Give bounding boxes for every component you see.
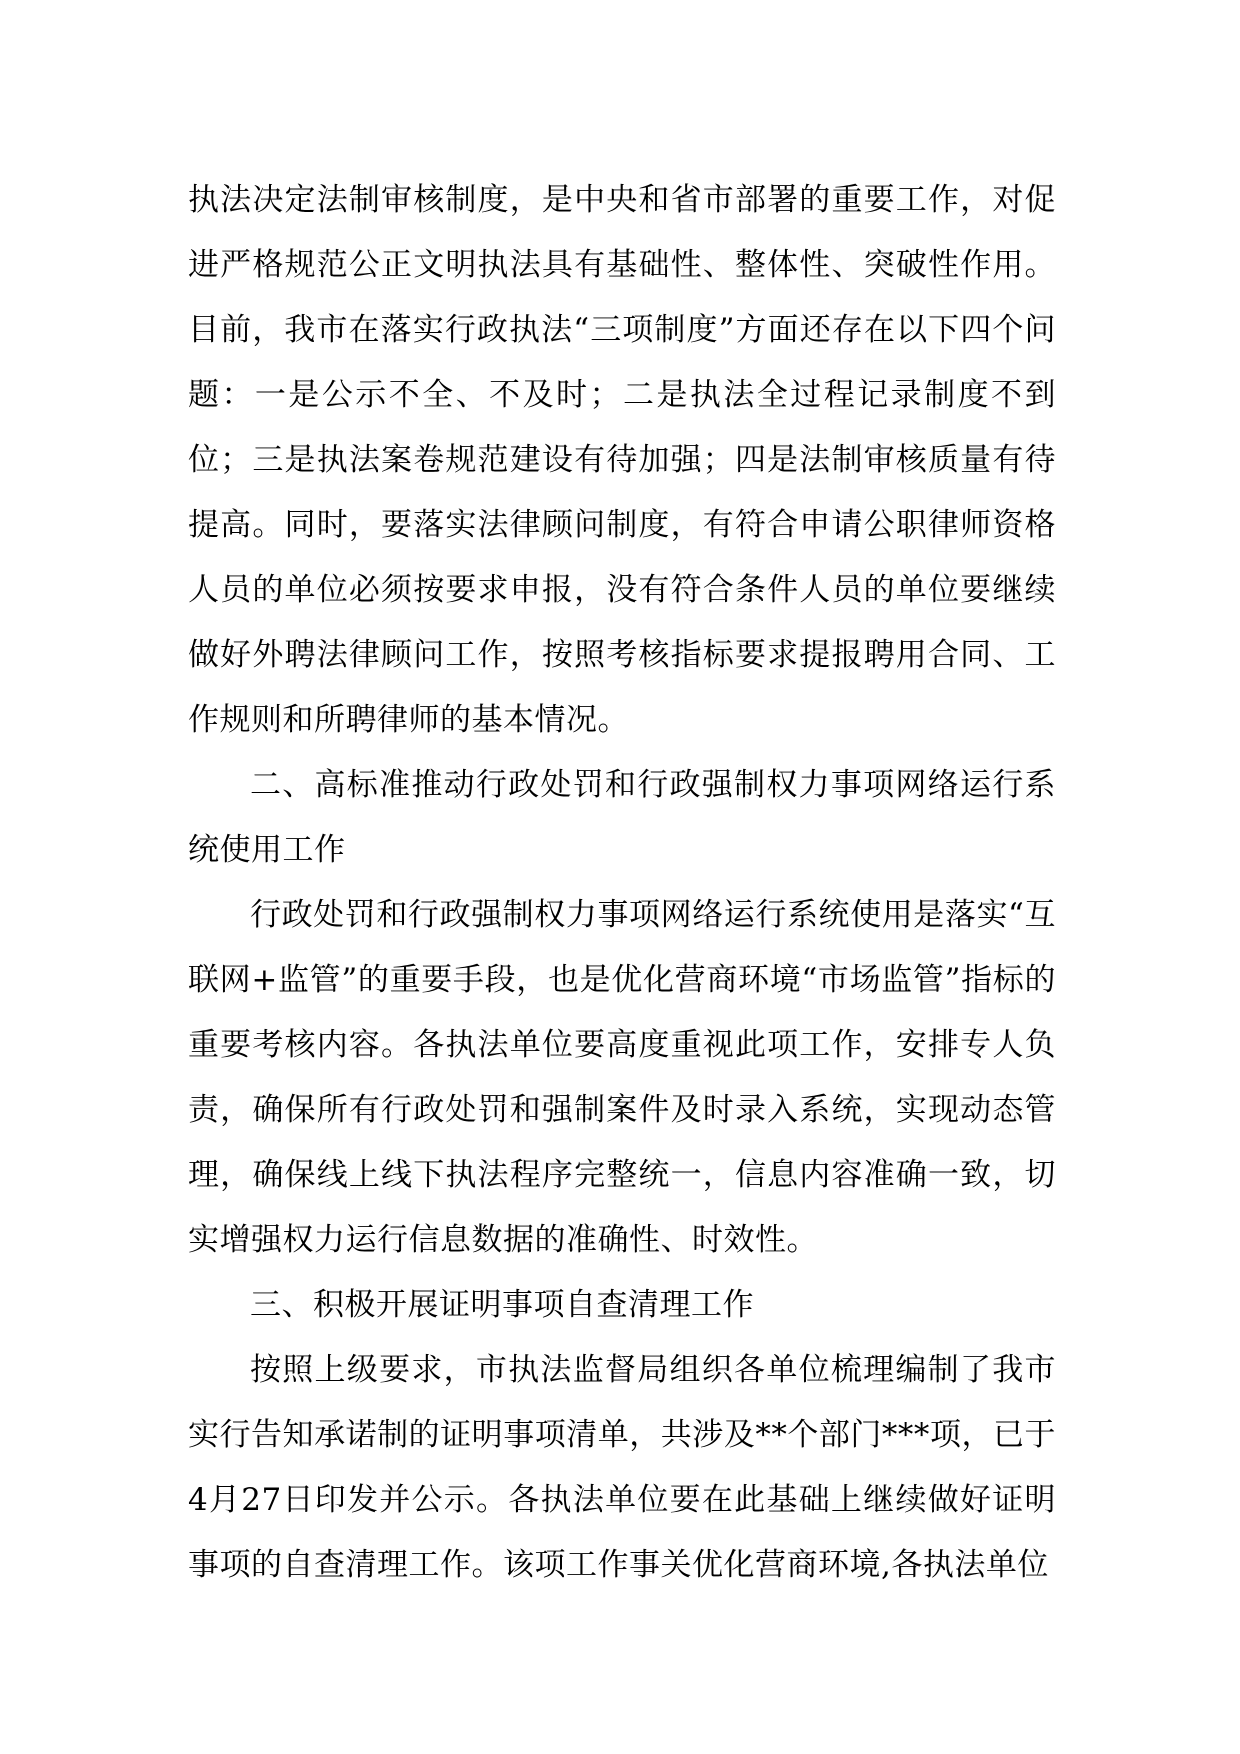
paragraph-enforcement-review: 执法决定法制审核制度，是中央和省市部署的重要工作，对促进严格规范公正文明执法具有基础性、整体性、突破性作用。目前，我市在落实行政执法“三项制度”方面还存在以下四个问题：一是公示不全、不及时；二是执法全过程记录制度不到位；三是执法案卷规范建设有待加强；四是法制审核质量有待提高。同时，要落实法律顾问制度，有符合申请公职律师资格人员的单位必须按要求申报，没有符合条件人员的单位要继续做好外聘法律顾问工作，按照考核指标要求提报聘用合同、工作规则和所聘律师的基本情况。 xyxy=(188,182,1056,738)
paragraph-certificate-review: 按照上级要求，市执法监督局组织各单位梳理编制了我市实行告知承诺制的证明事项清单，共涉及**个部门***项，已于4月27日印发并公示。各执法单位要在此基础上继续做好证明事项的自查清理工作。该项工作事关优化营商环境,各执法单位 xyxy=(188,1352,1056,1583)
heading-section-two: 二、高标准推动行政处罚和行政强制权力事项网络运行系统使用工作 xyxy=(188,767,1056,868)
document-body xyxy=(188,168,1056,1598)
heading-section-three: 三、积极开展证明事项自查清理工作 xyxy=(250,1287,754,1323)
paragraph-network-system: 行政处罚和行政强制权力事项网络运行系统使用是落实“互联网+监管”的重要手段，也是优化营商环境“市场监管”指标的重要考核内容。各执法单位要高度重视此项工作，安排专人负责，确保所有行政处罚和强制案件及时录入系统，实现动态管理，确保线上线下执法程序完整统一，信息内容准确一致，切实增强权力运行信息数据的准确性、时效性。 xyxy=(188,897,1056,1258)
